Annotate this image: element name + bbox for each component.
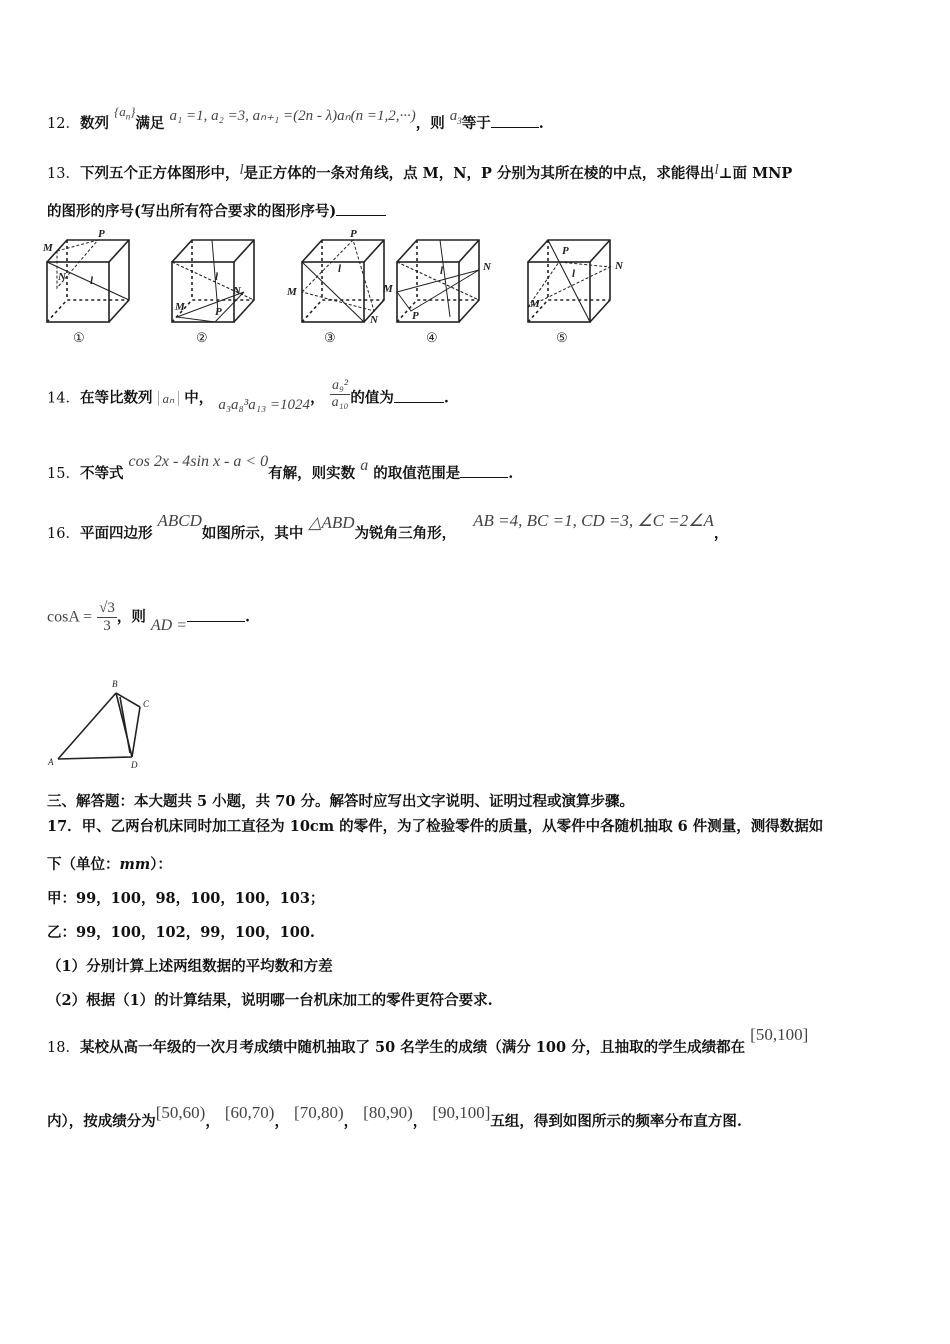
q14-expression: a₃a₈³a₁₃ =1024 xyxy=(218,396,311,413)
q16-number: 16． xyxy=(47,526,80,542)
q15-text-3: 的取值范围是 xyxy=(373,465,461,482)
q13-line-2 xyxy=(47,200,386,221)
q15-number: 15． xyxy=(47,466,80,482)
cube2-label-N: N xyxy=(233,285,241,297)
cube1-label-l: l xyxy=(90,275,94,287)
q14-line xyxy=(47,378,449,415)
q12-text-4: 等于 xyxy=(461,115,491,132)
cube3-label-l: l xyxy=(338,263,342,275)
cube1-label-N: N xyxy=(58,271,66,283)
q12-line xyxy=(47,104,544,134)
cube-figure-3 xyxy=(302,240,384,322)
q16-cos-fraction: $\frac{√3}{3}$ xyxy=(99,600,115,634)
q13-text-line2: 的图形的序号(写出所有符合要求的图形序号) xyxy=(47,203,337,220)
q14-text-4: 的值为 xyxy=(350,389,394,407)
q16-condition: AB =4, BC =1, CD =3, ∠C =2∠A xyxy=(473,511,714,530)
q15-a: a xyxy=(360,457,369,474)
cube-caption-1: ① xyxy=(73,330,85,345)
q18-group-2: [60,70) xyxy=(224,1103,275,1122)
q17-part-1: （1）分别计算上述两组数据的平均数和方差 xyxy=(47,958,333,975)
q13-line-1 xyxy=(47,162,792,183)
q14-number: 14． xyxy=(47,390,80,407)
q18-number: 18． xyxy=(47,1040,80,1056)
q17-line-2: 下（单位：mm）： xyxy=(47,856,172,873)
q16-text-4: ， xyxy=(713,525,729,542)
q14-answer-blank xyxy=(394,402,444,403)
q16-line-2 xyxy=(47,600,250,635)
edge-BD-inner xyxy=(120,697,130,753)
q14-fraction: $\frac{\text{a₉²}}{\text{a₁₀}}$ xyxy=(331,378,349,410)
cube3-label-M: M xyxy=(287,286,297,298)
q16-end: . xyxy=(245,608,251,626)
cube-figure-5 xyxy=(528,240,610,322)
cube5-label-l: l xyxy=(572,268,576,280)
q16-answer-blank xyxy=(187,621,245,622)
cube2-label-M: M xyxy=(175,301,185,313)
q14-seq: aₙ xyxy=(158,391,180,406)
q13-l-1: l xyxy=(239,162,244,178)
q16-ad: AD = xyxy=(150,616,188,634)
q16-text-1: 平面四边形 xyxy=(79,525,153,542)
q16-text-5: ，则 xyxy=(116,608,146,626)
q18-line-1 xyxy=(47,1025,809,1057)
q14-end: . xyxy=(443,389,449,407)
cube2-label-P: P xyxy=(215,306,222,318)
q18-group-5: [90,100] xyxy=(432,1103,491,1122)
cube4-label-P: P xyxy=(412,310,419,322)
edge-AD xyxy=(58,757,132,759)
q17-part-2: （2）根据（1）的计算结果，说明哪一台机床加工的零件更符合要求. xyxy=(47,992,493,1009)
q16-line-1 xyxy=(47,511,729,543)
vertex-C: C xyxy=(143,699,150,709)
q12-end: . xyxy=(538,115,544,132)
cube-caption-2: ② xyxy=(196,330,208,345)
cube5-label-P: P xyxy=(562,245,569,257)
q16-abcd: ABCD xyxy=(157,511,202,530)
q12-a3: $a_3$ xyxy=(449,108,462,126)
cube1-label-P: P xyxy=(98,228,105,240)
q18-text-3: 五组，得到如图所示的频率分布直方图. xyxy=(490,1113,742,1130)
q12-number: 12． xyxy=(47,116,80,132)
cube5-label-N: N xyxy=(615,260,623,272)
q15-end: . xyxy=(508,465,514,482)
cube-figure-4 xyxy=(397,240,479,322)
cube4-label-M: M xyxy=(383,283,393,295)
q12-text-3: ，则 xyxy=(415,115,445,132)
q18-group-3: [70,80) xyxy=(294,1103,344,1122)
edge-AB xyxy=(58,693,116,759)
q15-expression: cos 2x - 4sin x - a < 0 xyxy=(128,453,269,470)
q18-group-1: [50,60) xyxy=(155,1103,206,1122)
cube3-label-P: P xyxy=(350,228,357,240)
section-3-heading: 三、解答题：本大题共 5 小题，共 70 分。解答时应写出文字说明、证明过程或演算步骤。 xyxy=(47,793,634,810)
q13-number: 13． xyxy=(47,166,80,182)
q18-text-1: 某校从高一年级的一次月考成绩中随机抽取了 50 名学生的成绩（满分 100 分，且抽取的学生成绩都在 xyxy=(79,1039,746,1056)
q12-answer-blank xyxy=(491,127,539,128)
cube4-label-l: l xyxy=(440,265,444,277)
q16-cos-lhs: cosA = xyxy=(47,608,93,626)
q17-line-1: 17．甲、乙两台机床同时加工直径为 10cm 的零件，为了检验零件的质量，从零件中各随机抽取 6 件测量，测得数据如 xyxy=(47,818,824,835)
vertex-B: B xyxy=(112,679,118,689)
cube-caption-4: ④ xyxy=(426,330,438,345)
q14-text-1: 在等比数列 xyxy=(79,389,153,407)
q13-l-2: l xyxy=(714,162,719,178)
q14-text-2: 中， xyxy=(184,389,214,407)
q17-data-yi: 乙：99，100，102，99，100，100. xyxy=(47,924,315,941)
q12-condition: a₁ =1, a₂ =3, aₙ₊₁ =(2n - λ)aₙ(n =1,2,···) xyxy=(169,108,416,124)
q16-text-2: 如图所示，其中 xyxy=(201,525,304,542)
q16-quadrilateral-figure xyxy=(44,675,164,770)
edge-CD xyxy=(132,707,140,757)
q18-range: [50,100] xyxy=(750,1025,809,1044)
cube1-label-M: M xyxy=(43,242,53,254)
vertex-D: D xyxy=(131,760,138,770)
q15-text-2: 有解，则实数 xyxy=(268,465,356,482)
cube4-label-N: N xyxy=(483,261,491,273)
q13-text-1: 下列五个正方体图形中， xyxy=(79,165,240,182)
vertex-A: A xyxy=(48,757,54,767)
q13-answer-blank xyxy=(336,215,386,216)
q15-line xyxy=(47,453,514,483)
q13-cube-figures xyxy=(40,222,630,352)
q17-unit: mm xyxy=(119,856,151,873)
cube2-label-l: l xyxy=(215,271,219,283)
q12-text-2: 满足 xyxy=(135,115,165,132)
q15-answer-blank xyxy=(460,477,508,478)
q14-text-3: ， xyxy=(310,389,325,407)
cube3-label-N: N xyxy=(370,314,378,326)
q12-text-1: 数列 xyxy=(79,115,109,132)
q12-seq: $\{a_n\}$ xyxy=(114,104,136,122)
q18-text-2: 内），按成绩分为 xyxy=(47,1113,156,1130)
q16-triangle: △ABD xyxy=(308,513,355,532)
cube-caption-3: ③ xyxy=(324,330,336,345)
cube5-label-M: M xyxy=(530,298,540,310)
q13-text-3: ⊥面 MNP xyxy=(718,165,793,182)
q13-text-2: 是正方体的一条对角线，点 M，N，P 分别为其所在棱的中点，求能得出 xyxy=(243,165,715,182)
q17-data-jia: 甲：99，100，98，100，100，103； xyxy=(47,890,325,907)
q18-line-2: 内），按成绩分为[50,60)， [60,70)， [70,80)， [80,90)， [90,100]五组，得到如图所示的频率分布直方图. xyxy=(47,1103,742,1130)
cube-caption-5: ⑤ xyxy=(556,330,568,345)
q15-text-1: 不等式 xyxy=(79,465,124,482)
q16-text-3: 为锐角三角形， xyxy=(354,525,457,542)
q18-group-4: [80,90) xyxy=(363,1103,413,1122)
